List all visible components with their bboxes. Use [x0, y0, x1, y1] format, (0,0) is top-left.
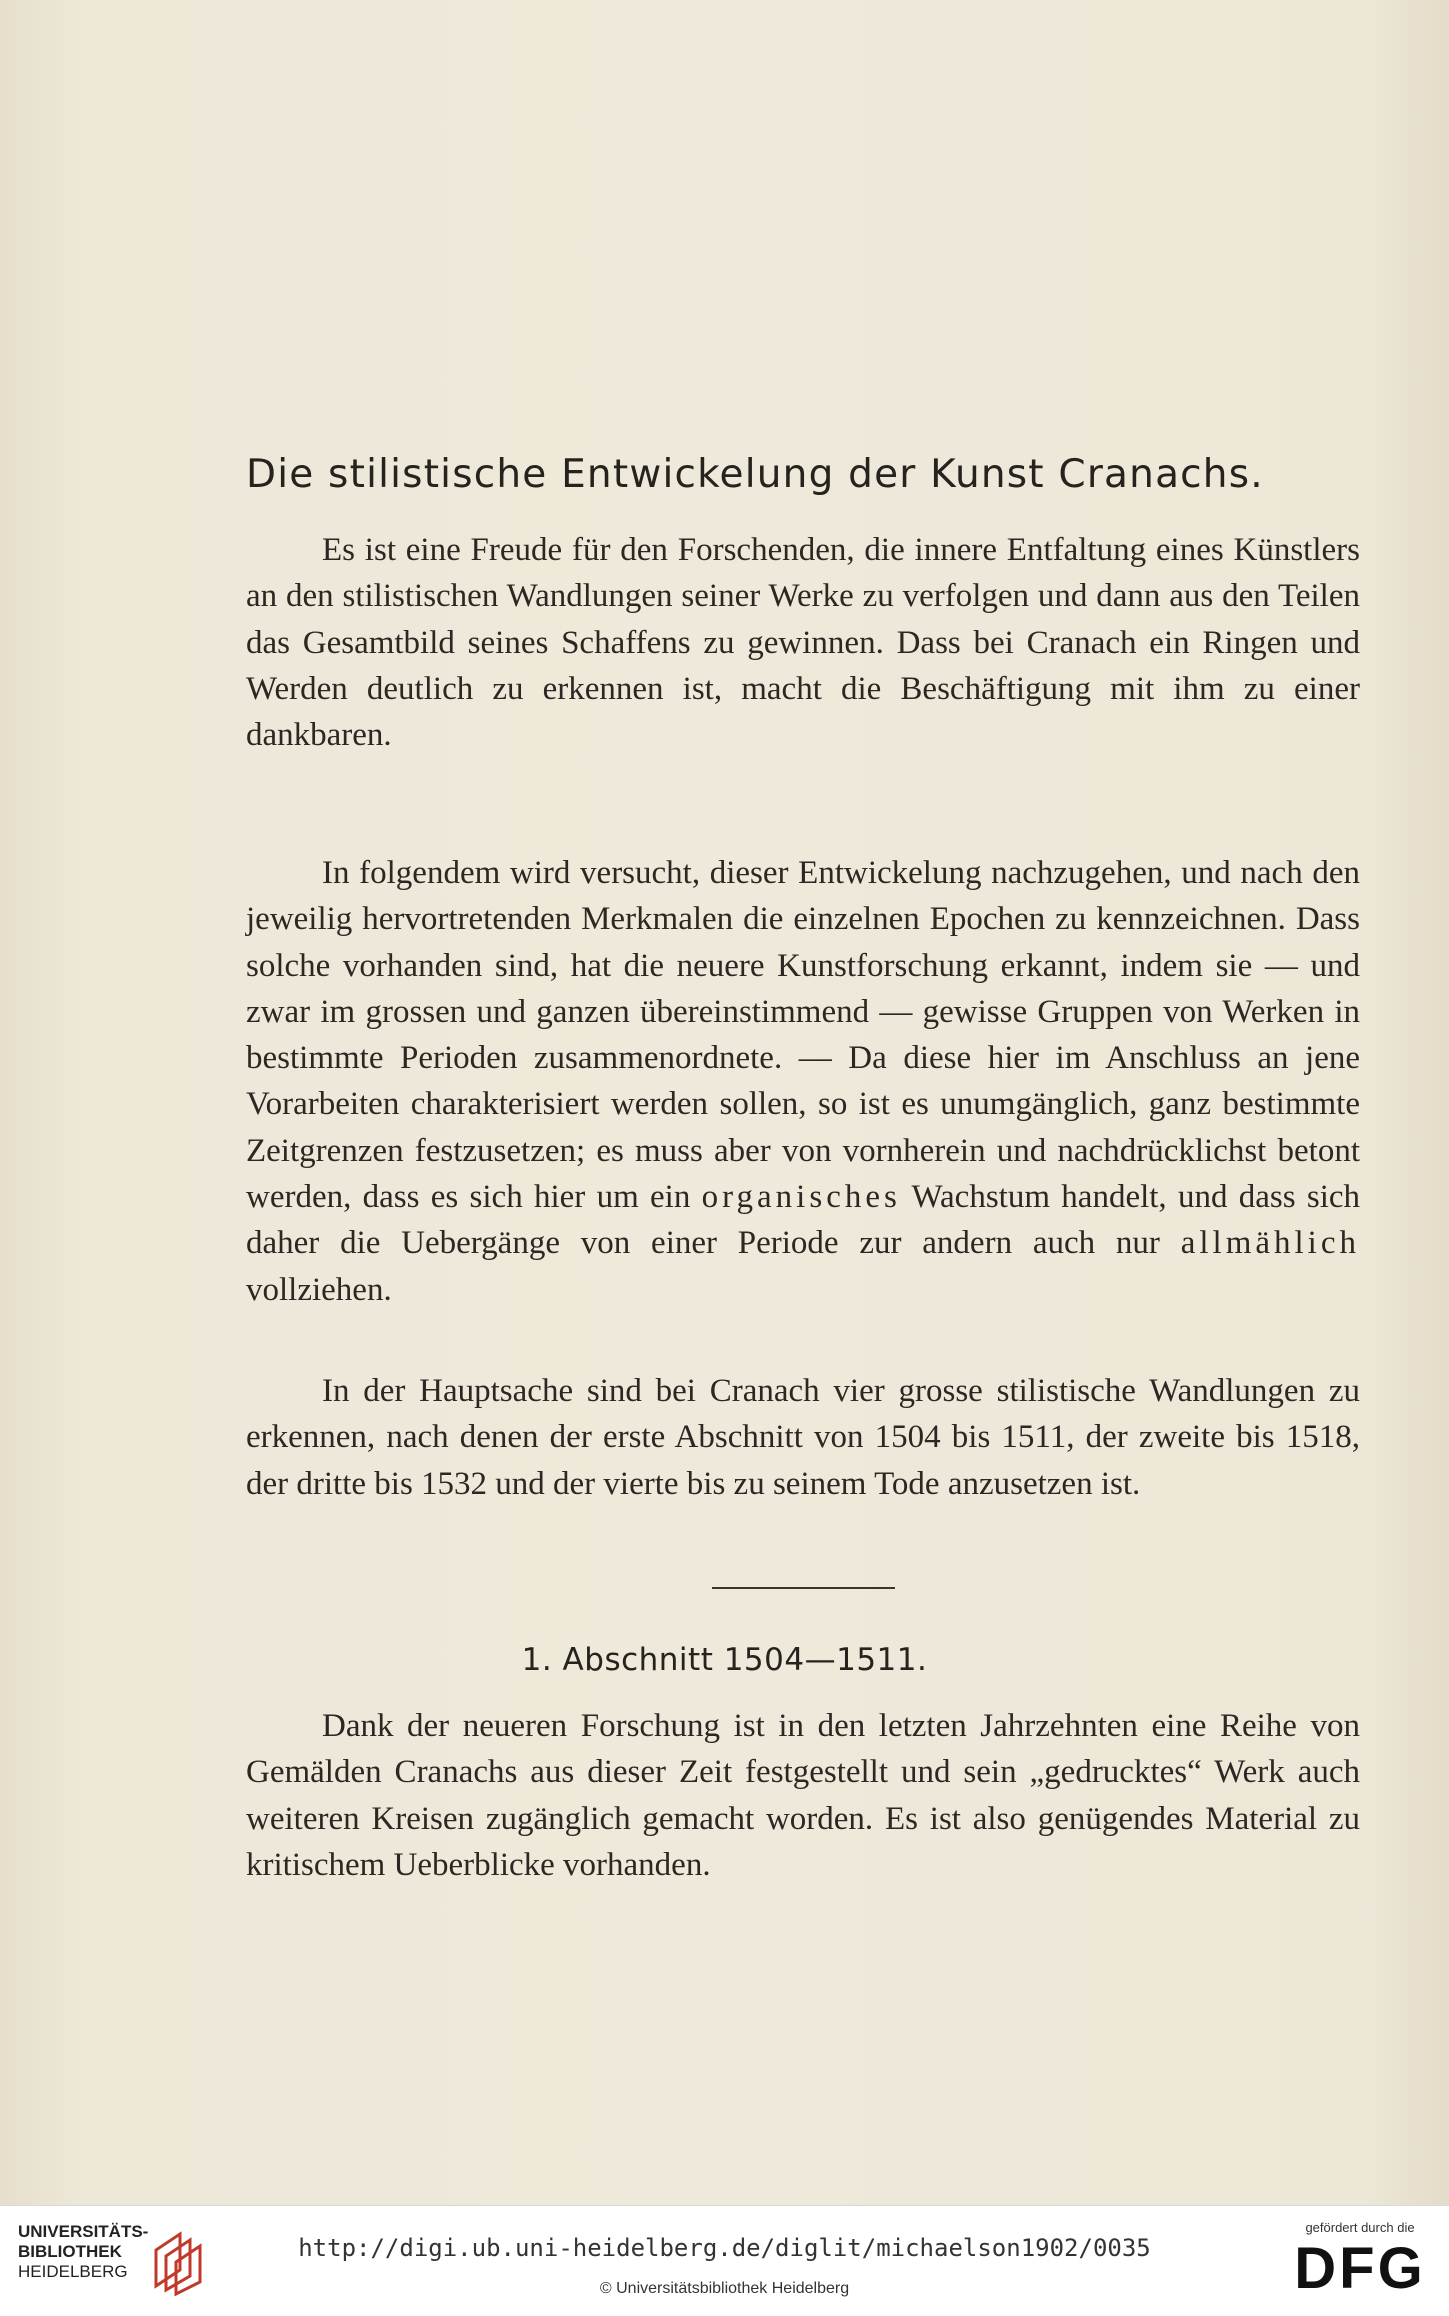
paragraph-1 — [246, 527, 1360, 758]
paragraph-4-text: Dank der neueren Forschung ist in den letzten Jahrzehnten eine Reihe von Gemälden Cranachs aus dieser Zeit festgestellt und sein „gedrucktes“ Werk auch weiteren Kreisen zugänglich gemacht worden. Es ist also genügendes Material zu kritischem Ueberblicke vorhanden. — [246, 1708, 1360, 1883]
paragraph-4 — [246, 1703, 1360, 1888]
dfg-logo-mark: DFG — [1294, 2236, 1426, 2301]
library-name-line-2: BIBLIOTHEK — [18, 2242, 122, 2261]
section-divider — [712, 1587, 895, 1589]
dfg-caption: gefördert durch die — [1305, 2220, 1415, 2235]
chapter-heading: Die stilistische Entwickelung der Kunst Cranachs. — [246, 452, 1264, 497]
paragraph-2 — [246, 850, 1360, 1313]
library-name-line-3: HEIDELBERG — [18, 2262, 128, 2281]
copyright-notice: © Universitätsbibliothek Heidelberg — [599, 2280, 850, 2297]
paragraph-3-text: In der Hauptsache sind bei Cranach vier grosse stilistische Wandlungen zu erkennen, nach denen der erste Abschnitt von 1504 bis 1511, der zweite bis 1518, der dritte bis 1532 und der vierte bis zu seinem Tode anzusetzen ist. — [246, 1373, 1360, 1502]
section-heading: 1. Abschnitt 1504—1511. — [521, 1642, 928, 1678]
paragraph-1-text: Es ist eine Freude für den Forschenden, die innere Entfaltung eines Künstlers an den stilistischen Wandlungen seiner Werke zu verfolgen und dann aus den Teilen das Gesamtbild seines Schaffens zu gewinnen. Dass bei Cranach ein Ringen und Werden deutlich zu erkennen ist, macht die Beschäftigung mit ihm zu einer dankbaren. — [246, 532, 1360, 754]
paragraph-2-text — [246, 850, 1360, 1313]
paragraph-2-part-2: Wachstum handelt, und dass sich daher die Uebergänge von einer Periode zur andern auch nur — [246, 1179, 1361, 1262]
spaced-word-allmaehlich: allmählich — [1180, 1225, 1361, 1262]
spaced-word-organisches: organisches — [701, 1179, 901, 1216]
dfg-logo[interactable] — [1285, 2220, 1435, 2306]
footer-bar — [0, 2205, 1449, 2316]
permalink-url[interactable]: http://digi.ub.uni-heidelberg.de/diglit/michaelson1902/0035 — [298, 2234, 1151, 2262]
library-name-line-1: UNIVERSITÄTS- — [18, 2222, 149, 2241]
paragraph-2-part-1: In folgendem wird versucht, dieser Entwickelung nachzugehen, und nach den jeweilig hervortretenden Merkmalen die einzelnen Epochen zu kennzeichnen. Dass solche vorhanden sind, hat die neuere Kunstforschung erkannt, indem sie — und zwar im grossen und ganzen übereinstimmend — gewisse Gruppen von Werken in bestimmte Perioden zusammenordnete. — Da diese hier im Anschluss an jene Vorarbeiten charakterisiert werden sollen, so ist es unumgänglich, ganz bestimmte Zeitgrenzen festzusetzen; es muss aber von vornherein und nachdrücklichst betont werden, dass es sich hier um ein — [246, 855, 1360, 1216]
paragraph-3 — [246, 1368, 1360, 1507]
paragraph-2-part-3: vollziehen. — [246, 1271, 392, 1308]
